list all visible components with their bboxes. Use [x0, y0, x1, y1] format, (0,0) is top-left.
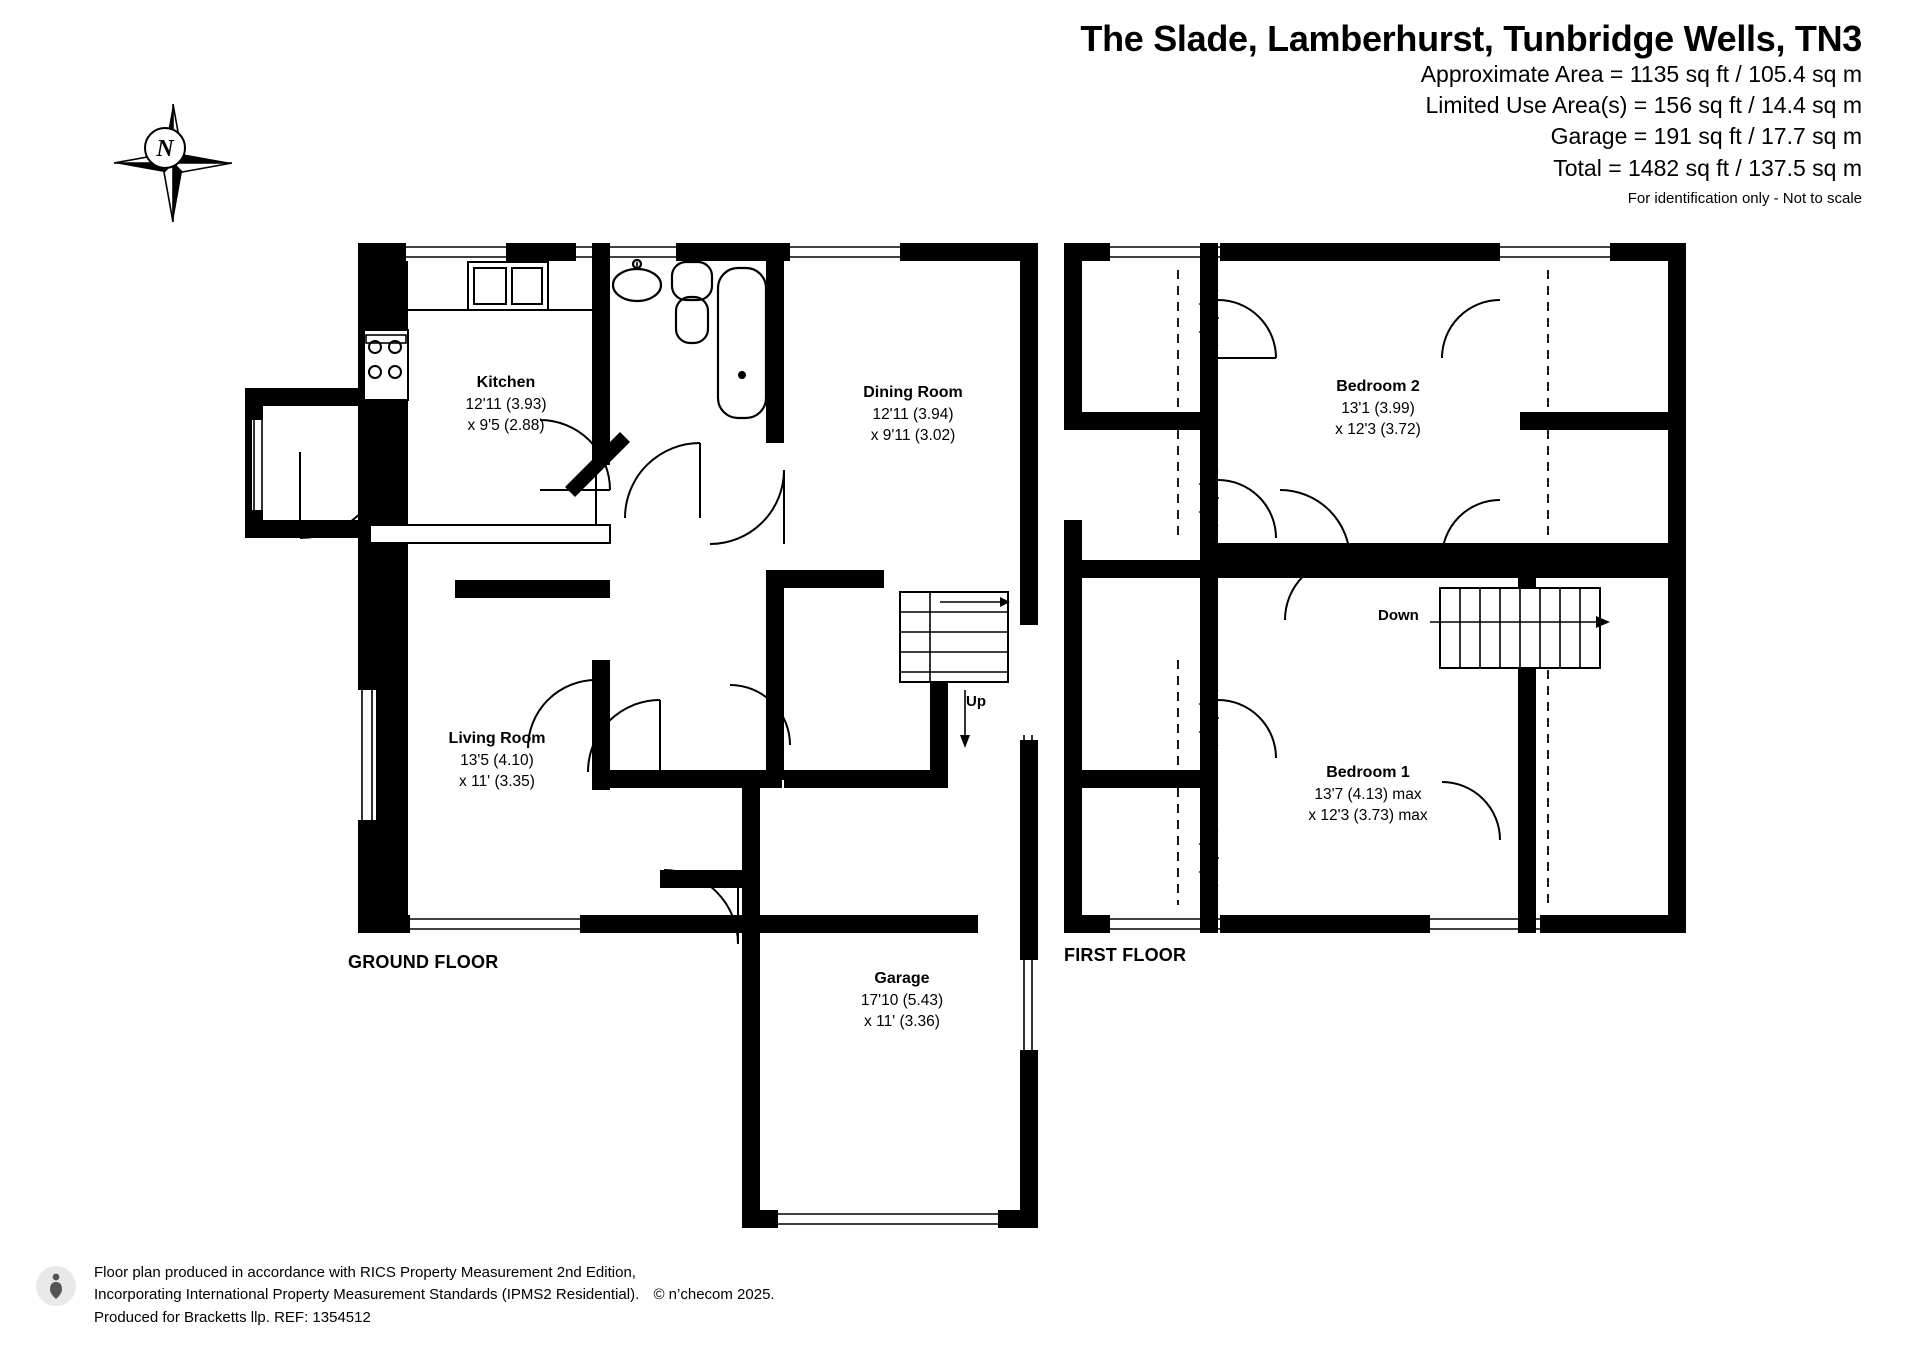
room-living: [449, 728, 546, 793]
footer-line-1: Floor plan produced in accordance with RICS Property Measurement 2nd Edition,: [94, 1263, 636, 1281]
compass-north-letter: N: [156, 136, 174, 162]
page-title: The Slade, Lamberhurst, Tunbridge Wells, TN3: [1080, 18, 1862, 59]
approximate-area-text: Approximate Area = 1135 sq ft / 105.4 sq m: [1420, 61, 1862, 88]
stairs-down-label: Down: [1378, 607, 1419, 624]
room-dining-dim2: x 9'11 (3.02): [870, 427, 956, 445]
room-garage-name: Garage: [874, 970, 930, 987]
room-kitchen-dim2: x 9'5 (2.88): [467, 417, 545, 435]
first-floor-plan: [1064, 243, 1686, 933]
room-dining-dim1: 12'11 (3.94): [872, 406, 954, 424]
room-living-dim2: x 11' (3.35): [459, 773, 535, 791]
ground-floor-label: GROUND FLOOR: [348, 952, 499, 972]
footer: [36, 1262, 775, 1330]
room-living-name: Living Room: [448, 730, 546, 747]
room-dining: [863, 382, 963, 447]
first-floor-label: FIRST FLOOR: [1064, 945, 1187, 965]
footer-line-2: Incorporating International Property Measurement Standards (IPMS2 Residential).: [94, 1286, 640, 1303]
room-bedroom-2-dim2: x 12'3 (3.72): [1335, 421, 1421, 439]
room-bedroom-2: [1335, 376, 1421, 441]
footer-line-2-wrap: [94, 1284, 775, 1307]
room-kitchen-dim1: 12'11 (3.93): [465, 396, 547, 414]
room-bedroom-1-dim2: x 12'3 (3.73) max: [1308, 807, 1428, 825]
room-bedroom-1-dim1: 13'7 (4.13) max: [1314, 786, 1422, 804]
garage-area-text: Garage = 191 sq ft / 17.7 sq m: [1550, 123, 1862, 150]
info-badge-icon: [36, 1266, 76, 1306]
room-bedroom-1: [1308, 762, 1427, 827]
room-bedroom-2-name: Bedroom 2: [1336, 378, 1420, 395]
footer-copyright: © n’checom 2025.: [653, 1286, 775, 1303]
room-garage-dim1: 17'10 (5.43): [860, 992, 944, 1010]
stairs-up-label: Up: [966, 693, 986, 710]
footer-line-3: Produced for Bracketts llp. REF: 1354512: [94, 1308, 371, 1326]
room-bedroom-1-name: Bedroom 1: [1326, 764, 1410, 781]
plan-header: [1080, 18, 1862, 207]
room-kitchen: [465, 372, 546, 437]
room-bedroom-2-dim1: 13'1 (3.99): [1341, 400, 1415, 418]
room-living-dim1: 13'5 (4.10): [460, 752, 534, 770]
disclaimer-text: For identification only - Not to scale: [1627, 189, 1862, 207]
room-garage-dim2: x 11' (3.36): [864, 1013, 940, 1031]
limited-use-area-text: Limited Use Area(s) = 156 sq ft / 14.4 sq m: [1425, 92, 1862, 119]
room-dining-name: Dining Room: [863, 384, 963, 401]
room-kitchen-name: Kitchen: [476, 374, 536, 391]
total-area-text: Total = 1482 sq ft / 137.5 sq m: [1553, 154, 1862, 181]
footer-text: [94, 1262, 775, 1330]
room-garage: [861, 968, 943, 1033]
compass-rose-icon: [108, 98, 238, 228]
